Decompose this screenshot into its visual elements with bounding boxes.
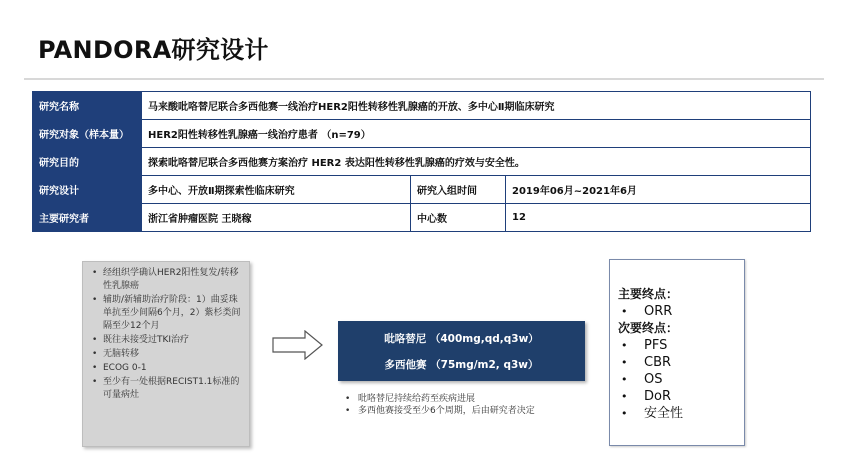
treatment-line: 吡咯替尼 （400mg,qd,q3w）: [384, 333, 539, 345]
endpoint-item: • DoR: [618, 388, 744, 405]
row-label: 研究目的: [33, 148, 142, 176]
row-value: 浙江省肿瘤医院 王晓稼: [142, 204, 411, 232]
criteria-item: • 辅助/新辅助治疗阶段：1）曲妥珠单抗至少间隔6个月，2）紫杉类间隔至少12个月: [91, 294, 243, 333]
endpoints-box: [609, 259, 745, 446]
note-item: • 多西他赛接受至少6个周期，后由研究者决定: [338, 405, 535, 417]
row-value: HER2阳性转移性乳腺癌一线治疗患者 （n=79）: [142, 120, 811, 148]
table-row: [33, 148, 811, 176]
endpoint-item: • CBR: [618, 354, 744, 371]
treatment-line: 多西他赛 （75mg/m2, q3w）: [384, 359, 539, 371]
criteria-item: • 既往未接受过TKI治疗: [91, 334, 243, 347]
row-label: 研究名称: [33, 92, 142, 120]
treatment-box: [338, 321, 585, 381]
criteria-item: • 至少有一处根据RECIST1.1标准的可量病灶: [91, 376, 243, 402]
row-label-secondary: 中心数: [411, 204, 506, 232]
row-label: 主要研究者: [33, 204, 142, 232]
treatment-notes: [338, 393, 535, 417]
endpoint-item: • OS: [618, 371, 744, 388]
table-row: [33, 92, 811, 120]
table-row: [33, 120, 811, 148]
row-value-secondary: 2019年06月~2021年6月: [506, 176, 811, 204]
criteria-item: • 无脑转移: [91, 348, 243, 361]
table-row: [33, 176, 811, 204]
title-divider: [24, 78, 824, 80]
note-item: • 吡咯替尼持续给药至疾病进展: [338, 393, 535, 405]
page-title: PANDORA研究设计: [38, 36, 269, 64]
primary-endpoint-label: 主要终点：: [618, 287, 679, 301]
criteria-item: • 经组织学确认HER2阳性复发/转移性乳腺癌: [91, 267, 243, 293]
criteria-item: • ECOG 0-1: [91, 362, 243, 375]
inclusion-criteria-box: [82, 261, 250, 447]
row-value: 马来酸吡咯替尼联合多西他赛一线治疗HER2阳性转移性乳腺癌的开放、多中心Ⅱ期临床研究: [142, 92, 811, 120]
row-value-secondary: 12: [506, 204, 811, 232]
endpoint-item: • PFS: [618, 337, 744, 354]
table-row: [33, 204, 811, 232]
row-value: 多中心、开放Ⅱ期探索性临床研究: [142, 176, 411, 204]
right-arrow-icon: [272, 330, 324, 360]
row-label: 研究对象（样本量）: [33, 120, 142, 148]
row-label: 研究设计: [33, 176, 142, 204]
row-value: 探索吡咯替尼联合多西他赛方案治疗 HER2 表达阳性转移性乳腺癌的疗效与安全性。: [142, 148, 811, 176]
secondary-endpoint-label: 次要终点：: [618, 321, 679, 335]
endpoint-item: • ORR: [618, 303, 744, 320]
study-info-table: [32, 91, 811, 232]
endpoint-item: • 安全性: [618, 405, 744, 422]
row-label-secondary: 研究入组时间: [411, 176, 506, 204]
